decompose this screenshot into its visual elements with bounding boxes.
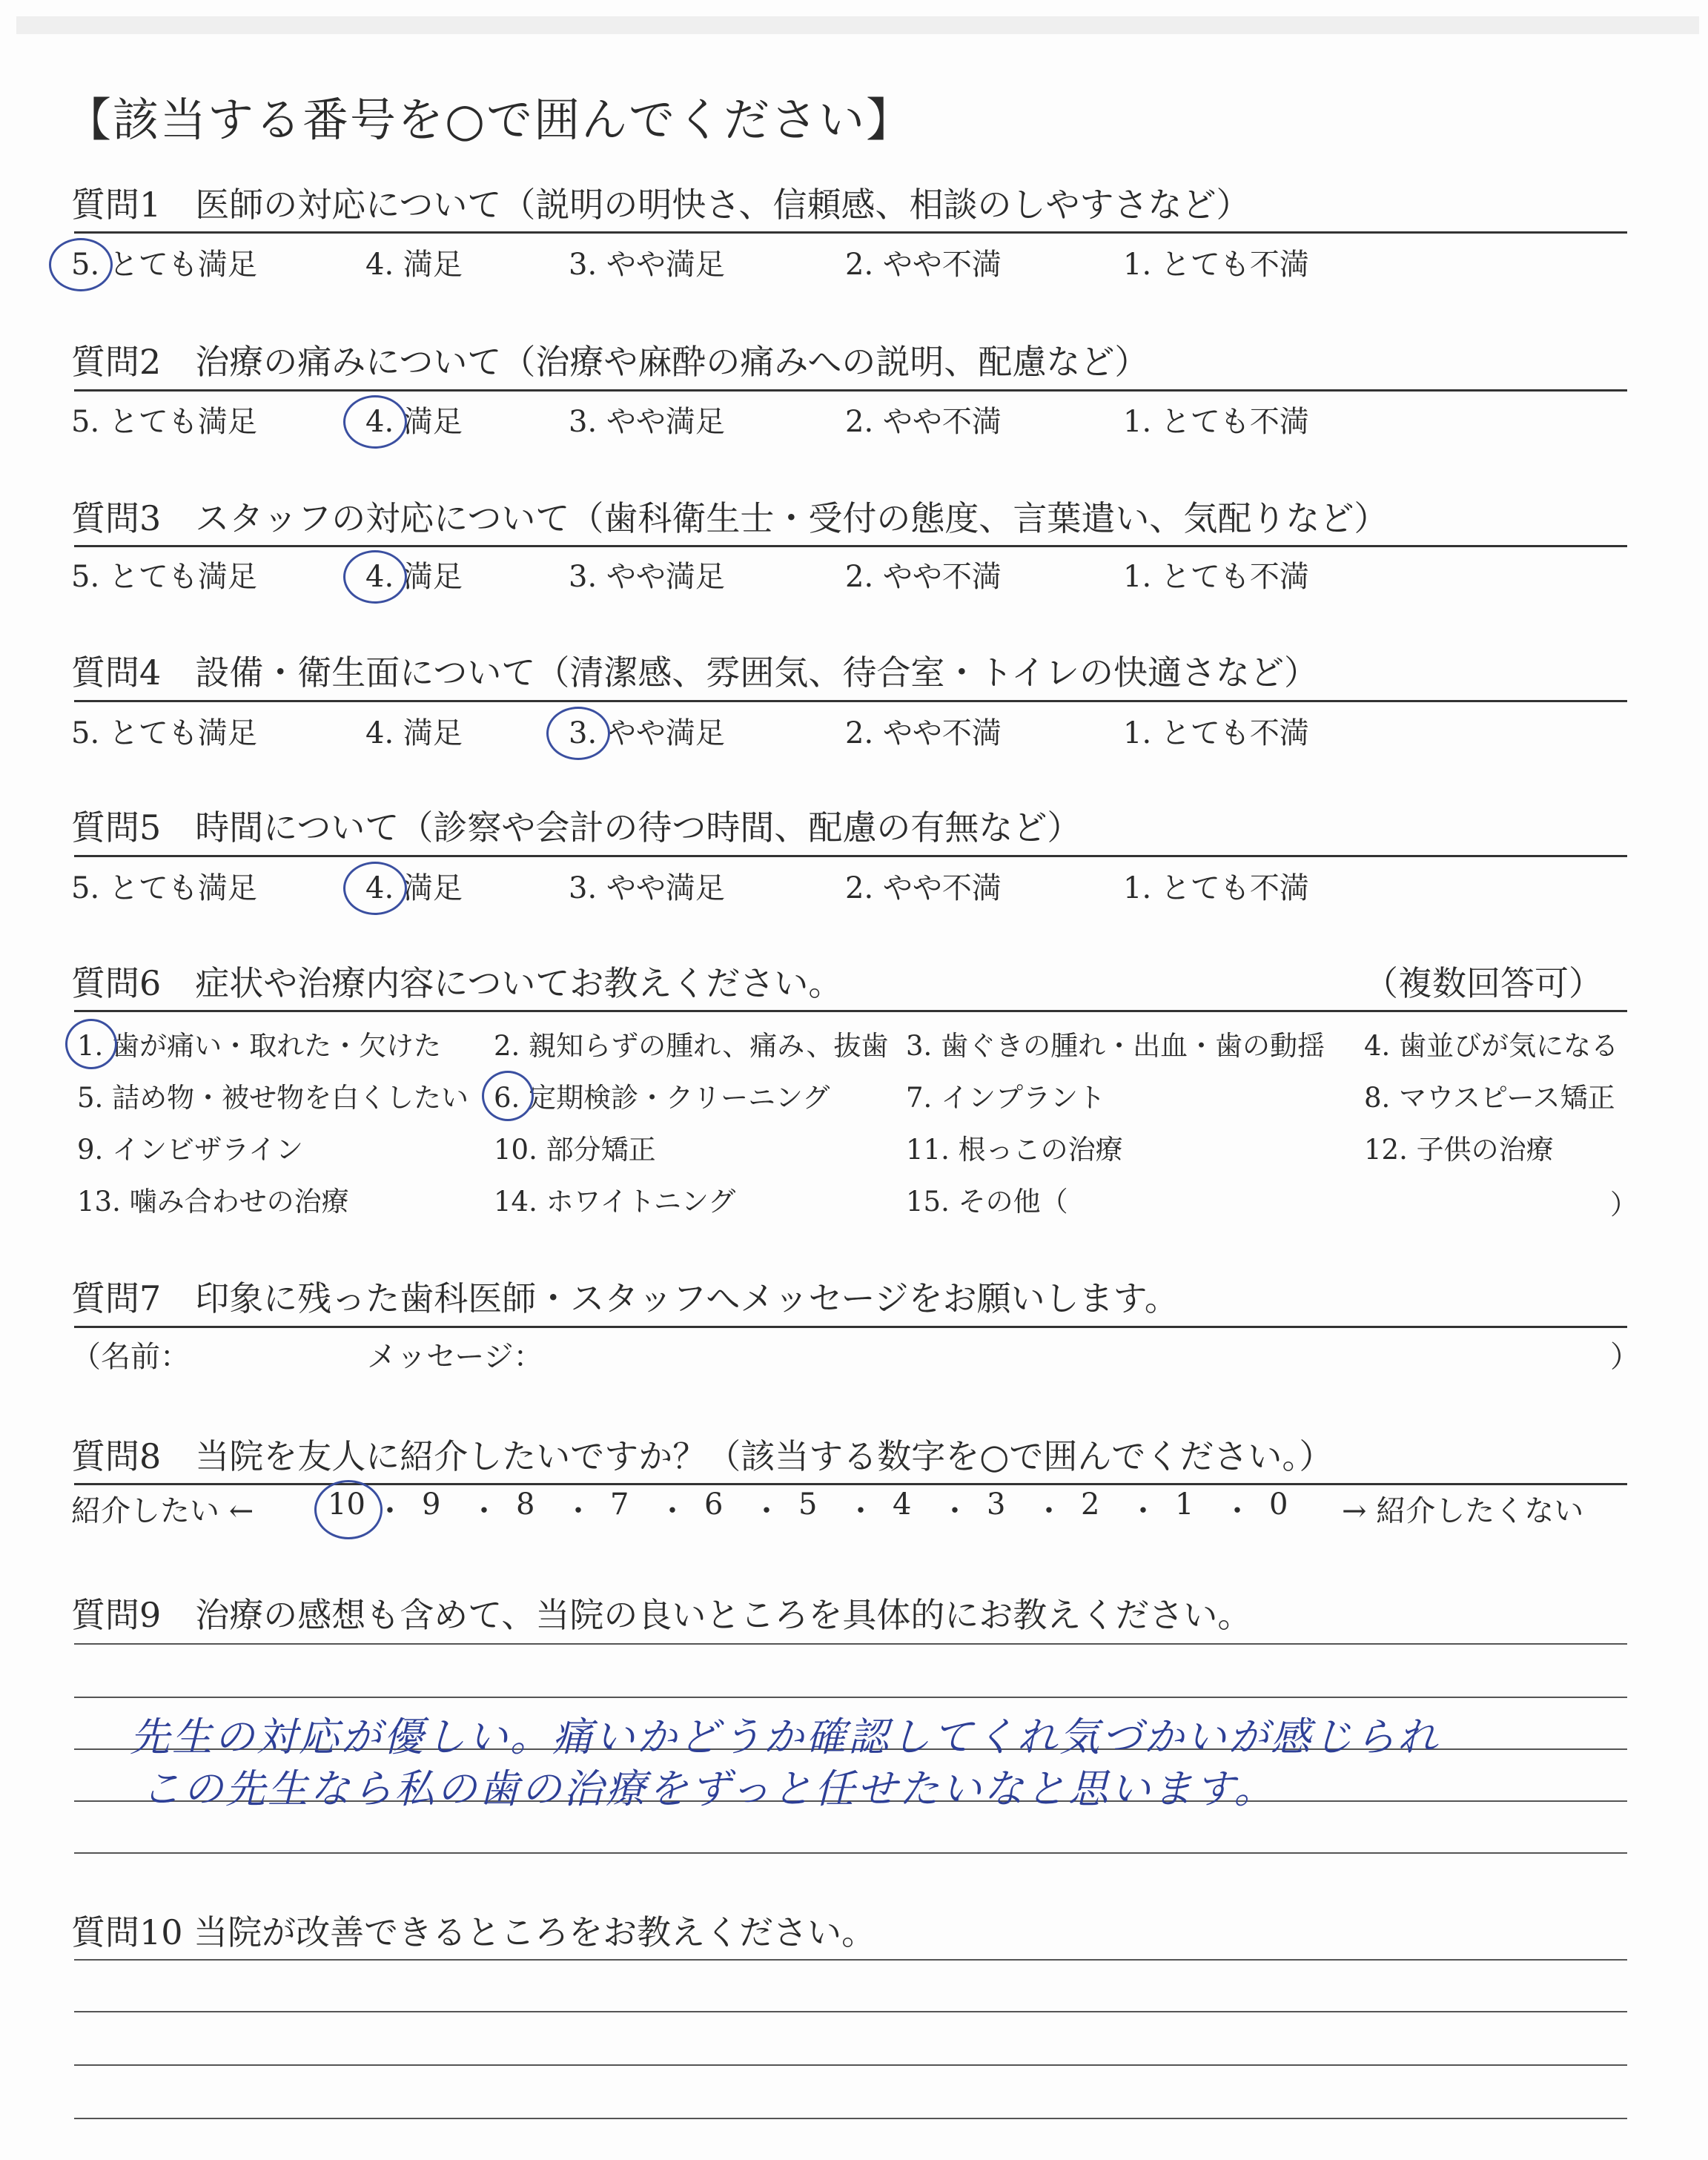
q1-option-2[interactable]: 2. やや不満: [845, 248, 1002, 282]
q8-separator: ・: [469, 1494, 499, 1528]
q3-title: 質問3 スタッフの対応について（歯科衛生士・受付の態度、言葉遣い、気配りなど）: [71, 498, 1388, 538]
q6-note: （複数回答可）: [1364, 963, 1603, 1003]
q2-title: 質問2 治療の痛みについて（治療や麻酔の痛みへの説明、配慮など）: [71, 342, 1149, 382]
q6-title: 質問6 症状や治療内容についてお教えください。: [71, 963, 843, 1003]
q8-separator: ・: [563, 1494, 593, 1528]
q4-option-1[interactable]: 1. とても不満: [1123, 716, 1309, 750]
q10-rule-2: [74, 2011, 1627, 2012]
q8-scale-9[interactable]: 9: [422, 1487, 441, 1522]
q8-separator: ・: [1034, 1494, 1064, 1528]
q8-scale-5[interactable]: 5: [798, 1487, 818, 1522]
q8-scale-3[interactable]: 3: [987, 1487, 1006, 1522]
q8-scale-0[interactable]: 0: [1269, 1487, 1288, 1522]
q1-option-4[interactable]: 4. 満足: [365, 248, 463, 282]
q7-close-paren: ）: [1610, 1340, 1640, 1374]
q7-title: 質問7 印象に残った歯科医師・スタッフへメッセージをお願いします。: [71, 1278, 1179, 1318]
q8-title: 質問8 当院を友人に紹介したいですか？（該当する数字を○で囲んでください。）: [71, 1436, 1334, 1476]
q3-option-3[interactable]: 3. やや満足: [569, 560, 725, 594]
q6-option-9[interactable]: 9. インビザライン: [77, 1134, 303, 1166]
q10-rule-4: [74, 2118, 1627, 2119]
q5-option-4[interactable]: 4. 満足: [365, 871, 463, 905]
q9-answer-line-1: 先生の対応が優しい。痛いかどうか確認してくれ気づかいが感じられ: [130, 1714, 1440, 1760]
scan-top-edge: [16, 16, 1699, 34]
q2-selected-circle: [343, 395, 407, 449]
q3-option-5[interactable]: 5. とても満足: [71, 560, 257, 594]
q6-option-1[interactable]: 1. 歯が痛い・取れた・欠けた: [77, 1030, 442, 1062]
q4-title: 質問4 設備・衛生面について（清潔感、雰囲気、待合室・トイレの快適さなど）: [71, 653, 1319, 693]
q6-option-3[interactable]: 3. 歯ぐきの腫れ・出血・歯の動揺: [906, 1030, 1325, 1062]
q6-option-11[interactable]: 11. 根っこの治療: [906, 1134, 1123, 1166]
q6-close-paren: ）: [1610, 1189, 1638, 1221]
q6-option-10[interactable]: 10. 部分矯正: [494, 1134, 656, 1166]
q6-option-4[interactable]: 4. 歯並びが気になる: [1364, 1030, 1619, 1062]
q8-scale-2[interactable]: 2: [1081, 1487, 1100, 1522]
q7-message-label: メッセージ：: [367, 1340, 543, 1374]
page-heading: 【該当する番号を○で囲んでください】: [65, 93, 914, 147]
q3-option-1[interactable]: 1. とても不満: [1123, 560, 1309, 594]
q5-option-2[interactable]: 2. やや不満: [845, 871, 1002, 905]
q3-option-4[interactable]: 4. 満足: [365, 560, 463, 594]
q6-selected-circle-1: [65, 1019, 117, 1069]
q4-selected-circle: [546, 707, 610, 760]
q4-option-2[interactable]: 2. やや不満: [845, 716, 1002, 750]
q3-rule: [74, 545, 1627, 547]
q8-separator: ・: [1128, 1494, 1158, 1528]
q6-rule: [74, 1010, 1627, 1012]
q1-option-3[interactable]: 3. やや満足: [569, 248, 725, 282]
q3-selected-circle: [343, 550, 407, 604]
q7-rule: [74, 1326, 1627, 1328]
q6-option-14[interactable]: 14. ホワイトニング: [494, 1186, 736, 1218]
q6-option-12[interactable]: 12. 子供の治療: [1364, 1134, 1554, 1166]
q8-scale-1[interactable]: 1: [1175, 1487, 1194, 1522]
q8-rule: [74, 1483, 1627, 1485]
q6-option-8[interactable]: 8. マウスピース矯正: [1364, 1082, 1615, 1114]
q6-option-15[interactable]: 15. その他（: [906, 1186, 1068, 1218]
q8-separator: ・: [1222, 1494, 1252, 1528]
q10-rule-3: [74, 2064, 1627, 2066]
q4-rule: [74, 700, 1627, 702]
q8-separator: ・: [658, 1494, 687, 1528]
q5-option-5[interactable]: 5. とても満足: [71, 871, 257, 905]
q1-rule: [74, 231, 1627, 234]
q9-answer-line-2: この先生なら私の歯の治療をずっと任せたいなと思います。: [141, 1766, 1277, 1812]
q5-selected-circle: [343, 862, 407, 915]
q8-left-label: 紹介したい ←: [71, 1494, 254, 1528]
q9-rule-1: [74, 1643, 1627, 1645]
q9-title: 質問9 治療の感想も含めて、当院の良いところを具体的にお教えください。: [71, 1595, 1252, 1635]
q1-option-1[interactable]: 1. とても不満: [1123, 248, 1309, 282]
q1-title: 質問1 医師の対応について（説明の明快さ、信頼感、相談のしやすさなど）: [71, 185, 1251, 225]
q5-title: 質問5 時間について（診察や会計の待つ時間、配慮の有無など）: [71, 807, 1082, 848]
q8-selected-circle: [314, 1480, 383, 1539]
q4-option-3[interactable]: 3. やや満足: [569, 716, 725, 750]
q10-title: 質問10 当院が改善できるところをお教えください。: [71, 1912, 876, 1952]
q8-scale-10[interactable]: 10: [328, 1487, 365, 1522]
q8-scale-4[interactable]: 4: [893, 1487, 912, 1522]
q2-option-5[interactable]: 5. とても満足: [71, 405, 257, 439]
q7-name-label: （名前：: [71, 1340, 190, 1374]
q6-option-6[interactable]: 6. 定期検診・クリーニング: [494, 1082, 830, 1114]
q2-option-2[interactable]: 2. やや不満: [845, 405, 1002, 439]
q4-option-4[interactable]: 4. 満足: [365, 716, 463, 750]
q6-option-7[interactable]: 7. インプラント: [906, 1082, 1106, 1114]
q2-option-3[interactable]: 3. やや満足: [569, 405, 725, 439]
q3-option-2[interactable]: 2. やや不満: [845, 560, 1002, 594]
q6-option-13[interactable]: 13. 噛み合わせの治療: [77, 1186, 349, 1218]
q5-option-3[interactable]: 3. やや満足: [569, 871, 725, 905]
q5-rule: [74, 855, 1627, 857]
q8-scale-6[interactable]: 6: [704, 1487, 724, 1522]
q8-scale-7[interactable]: 7: [610, 1487, 629, 1522]
q10-rule-1: [74, 1959, 1627, 1961]
q2-rule: [74, 389, 1627, 392]
q6-selected-circle-6: [482, 1071, 534, 1121]
q8-right-label: → 紹介したくない: [1342, 1494, 1584, 1528]
q8-separator: ・: [752, 1494, 781, 1528]
q1-option-5[interactable]: 5. とても満足: [71, 248, 257, 282]
q2-option-1[interactable]: 1. とても不満: [1123, 405, 1309, 439]
q6-option-2[interactable]: 2. 親知らずの腫れ、痛み、抜歯: [494, 1030, 889, 1062]
q9-rule-2: [74, 1697, 1627, 1698]
q5-option-1[interactable]: 1. とても不満: [1123, 871, 1309, 905]
q8-scale-8[interactable]: 8: [516, 1487, 535, 1522]
q8-separator: ・: [375, 1494, 405, 1528]
q1-selected-circle: [49, 238, 113, 291]
q8-separator: ・: [846, 1494, 875, 1528]
q8-separator: ・: [940, 1494, 970, 1528]
q4-option-5[interactable]: 5. とても満足: [71, 716, 257, 750]
q6-option-5[interactable]: 5. 詰め物・被せ物を白くしたい: [77, 1082, 469, 1114]
q9-rule-5: [74, 1852, 1627, 1854]
q2-option-4[interactable]: 4. 満足: [365, 405, 463, 439]
